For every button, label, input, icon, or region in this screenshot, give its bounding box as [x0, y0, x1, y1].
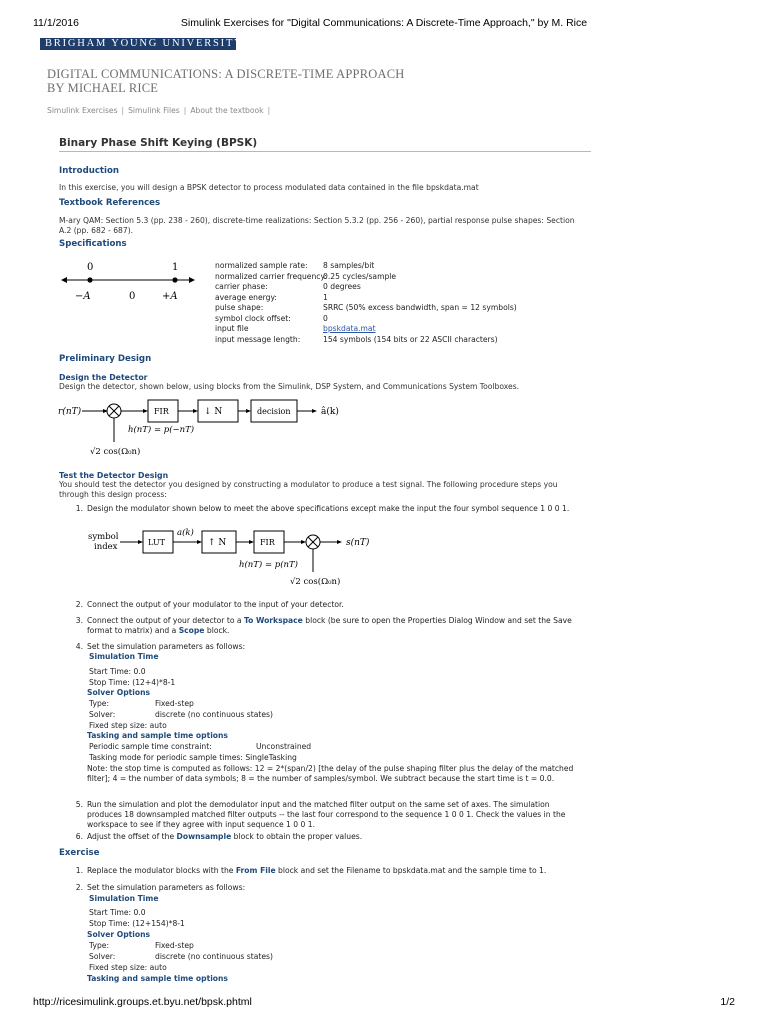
mod-output-label: s(nT) — [346, 538, 370, 548]
to-workspace-block-name: To Workspace — [243, 616, 303, 625]
site-nav — [47, 106, 274, 116]
sim-time-heading: Simulation Time — [89, 894, 159, 903]
site-title — [47, 67, 467, 95]
stop-time: Stop Time: (12+154)*8-1 — [89, 919, 185, 928]
solver-type-key: Type: — [89, 941, 109, 950]
fixed-step-size: Fixed step size: auto — [89, 721, 167, 730]
intro-text: In this exercise, you will design a BPSK detector to process modulated data contained in the file bpskdata.mat — [59, 183, 479, 192]
step-number: 6. — [75, 832, 83, 841]
section-heading-specifications: Specifications — [59, 239, 127, 249]
scope-block-name: Scope — [178, 625, 205, 635]
tasking-heading: Tasking and sample time options — [87, 974, 228, 983]
mod-lut-block: LUT — [148, 538, 165, 547]
mod-fir-block: FIR — [260, 538, 275, 547]
solver-value: discrete (no continuous states) — [155, 952, 273, 961]
section-heading-textbook-references: Textbook References — [59, 198, 161, 208]
print-page-number: 1/2 — [720, 996, 735, 1008]
spec-value: 154 symbols (154 bits or 22 ASCII characters) — [323, 334, 498, 344]
axis-label-neg-a: −𝐴 — [75, 291, 91, 302]
print-title: Simulink Exercises for "Digital Communications: A Discrete-Time Approach," by M. Rice — [180, 17, 588, 29]
mod-carrier-label: √2 cos(Ω₀n) — [290, 577, 341, 587]
bit-label-0: 0 — [87, 262, 94, 273]
spec-value: 8 samples/bit — [323, 261, 375, 270]
start-time: Start Time: 0.0 — [89, 667, 146, 676]
subheading-test-detector-design: Test the Detector Design — [59, 471, 169, 480]
periodic-constraint-key: Periodic sample time constraint: — [89, 742, 212, 751]
mod-input-label-line2: index — [94, 542, 118, 552]
detector-filter-label: h(nT) = p(−nT) — [128, 425, 195, 435]
spec-value: 0 — [323, 313, 328, 323]
axis-label-zero: 0 — [129, 291, 136, 302]
nav-link-simulink-files[interactable]: Simulink Files — [128, 106, 180, 115]
bpsk-constellation-diagram — [59, 256, 199, 306]
solver-key: Solver: — [89, 710, 116, 719]
solver-type-key: Type: — [89, 699, 109, 708]
input-file-link[interactable]: bpskdata.mat — [323, 324, 376, 333]
tasking-mode: Tasking mode for periodic sample times: SingleTasking — [89, 753, 297, 762]
solver-type-value: Fixed-step — [155, 699, 194, 708]
step-number: 3. — [75, 616, 83, 625]
spec-value: 1 — [323, 292, 328, 302]
title-divider — [59, 151, 591, 152]
step-number: 1. — [75, 504, 83, 513]
step-number: 1. — [75, 866, 83, 875]
detector-output-label: â(k) — [321, 407, 339, 417]
solver-key: Solver: — [89, 952, 116, 961]
stop-time: Stop Time: (12+4)*8-1 — [89, 678, 176, 687]
site-title-line1: DIGITAL COMMUNICATIONS: A DISCRETE-TIME APPROACH — [47, 67, 405, 81]
spec-key: average energy: — [215, 292, 277, 302]
print-footer — [33, 996, 735, 1010]
spec-key: carrier phase: — [215, 282, 268, 291]
section-heading-preliminary-design: Preliminary Design — [59, 354, 152, 364]
spec-key: input file — [215, 324, 249, 333]
nav-link-simulink-exercises[interactable]: Simulink Exercises — [47, 106, 118, 115]
sim-time-heading: Simulation Time — [89, 652, 159, 661]
solver-value: discrete (no continuous states) — [155, 710, 273, 719]
solver-options-heading: Solver Options — [87, 688, 151, 697]
section-heading-introduction: Introduction — [59, 166, 120, 176]
site-title-line2: BY MICHAEL RICE — [47, 81, 159, 95]
bit-label-1: 1 — [172, 262, 179, 273]
nav-separator: | — [121, 106, 125, 115]
start-time: Start Time: 0.0 — [89, 908, 146, 917]
periodic-constraint-value: Unconstrained — [256, 742, 312, 751]
step-text: Connect the output of your detector to a To Workspace block (be sure to open the Properties Dialog Window and set the Save format to matrix) and a Scope block. — [87, 616, 572, 635]
detector-decision-block: decision — [257, 407, 291, 416]
detector-carrier-label: √2 cos(Ω₀n) — [90, 447, 141, 457]
university-banner[interactable]: BRIGHAM YOUNG UNIVERSITY — [40, 38, 236, 50]
detector-fir-block: FIR — [154, 407, 169, 416]
solver-options-heading: Solver Options — [87, 930, 151, 939]
spec-key: normalized sample rate: — [215, 261, 308, 270]
step-text: Replace the modulator blocks with the From File block and set the Filename to bpskdata.mat and the sample time to 1. — [87, 866, 547, 875]
step-number: 2. — [75, 883, 83, 892]
downsample-block-name: Downsample — [176, 832, 232, 841]
nav-separator: | — [267, 106, 271, 115]
step-text: Run the simulation and plot the demodulator input and the matched filter output on the same set of axes. The simulation produces 18 downsampled matched filter outputs -- the last four correspond to the sequence 1 0 0 1. Check the values in the workspace to see if they agree with input sequence 1 0 0 1. — [87, 800, 566, 829]
spec-value: 0.25 cycles/sample — [323, 271, 397, 281]
step-number: 2. — [75, 600, 83, 609]
subheading-design-detector: Design the Detector — [59, 373, 148, 382]
from-file-block-name: From File — [235, 866, 276, 875]
print-url: http://ricesimulink.groups.et.byu.net/bpsk.phtml — [33, 996, 252, 1008]
page-title: Binary Phase Shift Keying (BPSK) — [59, 137, 258, 149]
spec-value: SRRC (50% excess bandwidth, span = 12 symbols) — [323, 303, 517, 312]
step-text: Adjust the offset of the Downsample block to obtain the proper values. — [87, 832, 363, 841]
step-text: Connect the output of your modulator to the input of your detector. — [87, 600, 344, 609]
step-text: Set the simulation parameters as follows: — [87, 883, 246, 892]
step-text: Design the modulator shown below to meet the above specifications except make the input the four symbol sequence 1 0 0 1. — [87, 504, 570, 513]
detector-downsample-block: ↓ N — [204, 407, 223, 417]
stop-time-note: Note: the stop time is computed as follows: 12 = 2*(span/2) [the delay of the pulse shaping filter plus the delay of the matched filter]; 4 = the number of data symbols; 8 = the number of samples/symbol. We subtract because the start time is t = 0.0. — [87, 764, 574, 783]
spec-value: 0 degrees — [323, 282, 361, 291]
tasking-heading: Tasking and sample time options — [87, 731, 228, 740]
nav-separator: | — [183, 106, 187, 115]
textbook-references-text: M-ary QAM: Section 5.3 (pp. 238 - 260), discrete-time realizations: Section 5.3.2 (pp. 256 - 260), partial response pulse shapes: Section A.2 (pp. 682 - 687). — [59, 216, 575, 235]
spec-key: symbol clock offset: — [215, 313, 291, 323]
mod-upsample-block: ↑ N — [208, 538, 227, 548]
mod-input-label-line1: symbol — [88, 532, 119, 542]
section-heading-exercise: Exercise — [59, 848, 100, 858]
spec-key: normalized carrier frequency: — [215, 271, 327, 281]
mod-filter-label: h(nT) = p(nT) — [239, 560, 298, 570]
design-detector-text: Design the detector, shown below, using blocks from the Simulink, DSP System, and Communications System Toolboxes. — [59, 382, 520, 391]
spec-key: input message length: — [215, 334, 301, 344]
detector-block-diagram — [56, 394, 356, 458]
mod-ak-label: a(k) — [177, 528, 194, 538]
fixed-step-size: Fixed step size: auto — [89, 963, 167, 972]
step-number: 4. — [75, 642, 83, 651]
modulator-block-diagram — [84, 526, 384, 588]
axis-label-pos-a: +𝐴 — [162, 291, 178, 302]
step-number: 5. — [75, 800, 83, 809]
nav-link-about-textbook[interactable]: About the textbook — [190, 106, 264, 115]
detector-input-label: r(nT) — [58, 407, 82, 417]
step-text: Set the simulation parameters as follows: — [87, 642, 246, 651]
test-design-text: You should test the detector you designed by constructing a modulator to produce a test signal. The following procedure steps you through this design process: — [59, 480, 558, 499]
solver-type-value: Fixed-step — [155, 941, 194, 950]
print-date: 11/1/2016 — [33, 17, 79, 29]
spec-key: pulse shape: — [215, 303, 264, 312]
